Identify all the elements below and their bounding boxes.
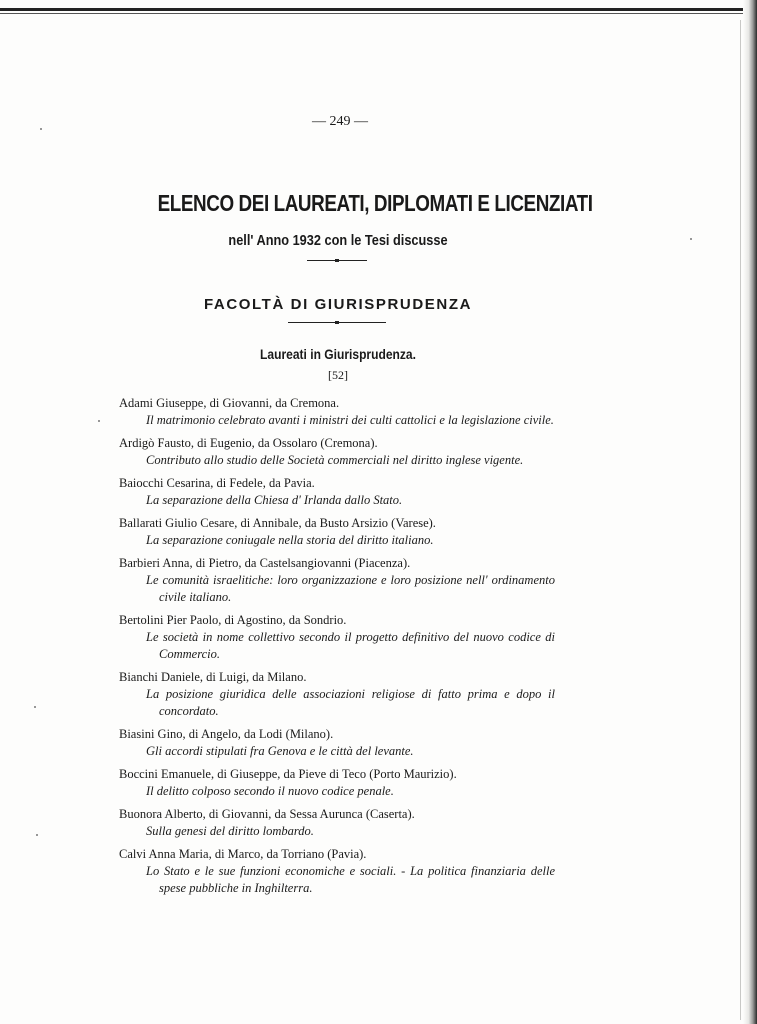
paper-speck	[98, 420, 100, 422]
page-binding-edge	[743, 0, 757, 1024]
graduate-name: Bertolini Pier Paolo, di Agostino, da Sondrio.	[119, 613, 347, 627]
document-subtitle: nell' Anno 1932 con le Tesi discusse	[228, 232, 448, 249]
graduate-name: Adami Giuseppe, di Giovanni, da Cremona.	[119, 396, 340, 410]
thesis-title: Sulla genesi del diritto lombardo.	[146, 824, 314, 838]
list-item	[119, 395, 555, 429]
thesis-title: Lo Stato e le sue funzioni economiche e sociali. - La politica finanziaria delle spese pubbliche in Inghilterra.	[146, 864, 555, 895]
graduate-name: Bianchi Daniele, di Luigi, da Milano.	[119, 670, 307, 684]
list-item	[119, 806, 555, 840]
thesis-title: Le comunità israelitiche: loro organizzazione e loro posizione nell' ordinamento civile italiano.	[146, 573, 555, 604]
list-item	[119, 475, 555, 509]
right-margin-line	[740, 20, 741, 1020]
thesis-title: Il matrimonio celebrato avanti i ministri dei culti cattolici e la legislazione civile.	[146, 413, 554, 427]
thesis-title: La separazione della Chiesa d' Irlanda dallo Stato.	[146, 493, 403, 507]
list-item	[119, 726, 555, 760]
graduate-name: Baiocchi Cesarina, di Fedele, da Pavia.	[119, 476, 315, 490]
list-item	[119, 555, 555, 606]
list-item	[119, 515, 555, 549]
list-item	[119, 846, 555, 897]
section-heading: Laureati in Giurisprudenza.	[260, 346, 416, 362]
document-title: ELENCO DEI LAUREATI, DIPLOMATI E LICENZIATI	[157, 190, 593, 216]
list-item	[119, 612, 555, 663]
title-divider	[307, 260, 367, 261]
list-item	[119, 669, 555, 720]
graduate-name: Barbieri Anna, di Pietro, da Castelsangiovanni (Piacenza).	[119, 556, 411, 570]
thesis-title: Gli accordi stipulati fra Genova e le città del levante.	[146, 744, 414, 758]
paper-speck	[40, 128, 42, 130]
graduate-count: [52]	[328, 368, 348, 382]
graduate-name: Buonora Alberto, di Giovanni, da Sessa Aurunca (Caserta).	[119, 807, 415, 821]
thesis-title: La posizione giuridica delle associazioni religiose di fatto prima e dopo il concordato.	[146, 687, 555, 718]
thesis-title: Le società in nome collettivo secondo il progetto definitivo del nuovo codice di Commercio.	[146, 630, 555, 661]
faculty-heading: FACOLTÀ DI GIURISPRUDENZA	[203, 296, 473, 313]
list-item	[119, 766, 555, 800]
graduate-name: Ballarati Giulio Cesare, di Annibale, da Busto Arsizio (Varese).	[119, 516, 436, 530]
top-border-rule-thin	[0, 13, 757, 14]
graduate-list	[119, 395, 555, 903]
thesis-title: Contributo allo studio delle Società commerciali nel diritto inglese vigente.	[146, 453, 524, 467]
graduate-name: Calvi Anna Maria, di Marco, da Torriano (Pavia).	[119, 847, 367, 861]
page-number: — 249 —	[312, 114, 368, 129]
thesis-title: La separazione coniugale nella storia del diritto italiano.	[146, 533, 434, 547]
paper-speck	[34, 706, 36, 708]
list-item	[119, 435, 555, 469]
paper-speck	[36, 834, 38, 836]
graduate-name: Ardigò Fausto, di Eugenio, da Ossolaro (Cremona).	[119, 436, 378, 450]
paper-speck	[690, 238, 692, 240]
thesis-title: Il delitto colposo secondo il nuovo codice penale.	[146, 784, 394, 798]
faculty-divider	[288, 322, 386, 323]
graduate-name: Biasini Gino, di Angelo, da Lodi (Milano).	[119, 727, 334, 741]
top-border-rule	[0, 8, 757, 11]
graduate-name: Boccini Emanuele, di Giuseppe, da Pieve di Teco (Porto Maurizio).	[119, 767, 457, 781]
